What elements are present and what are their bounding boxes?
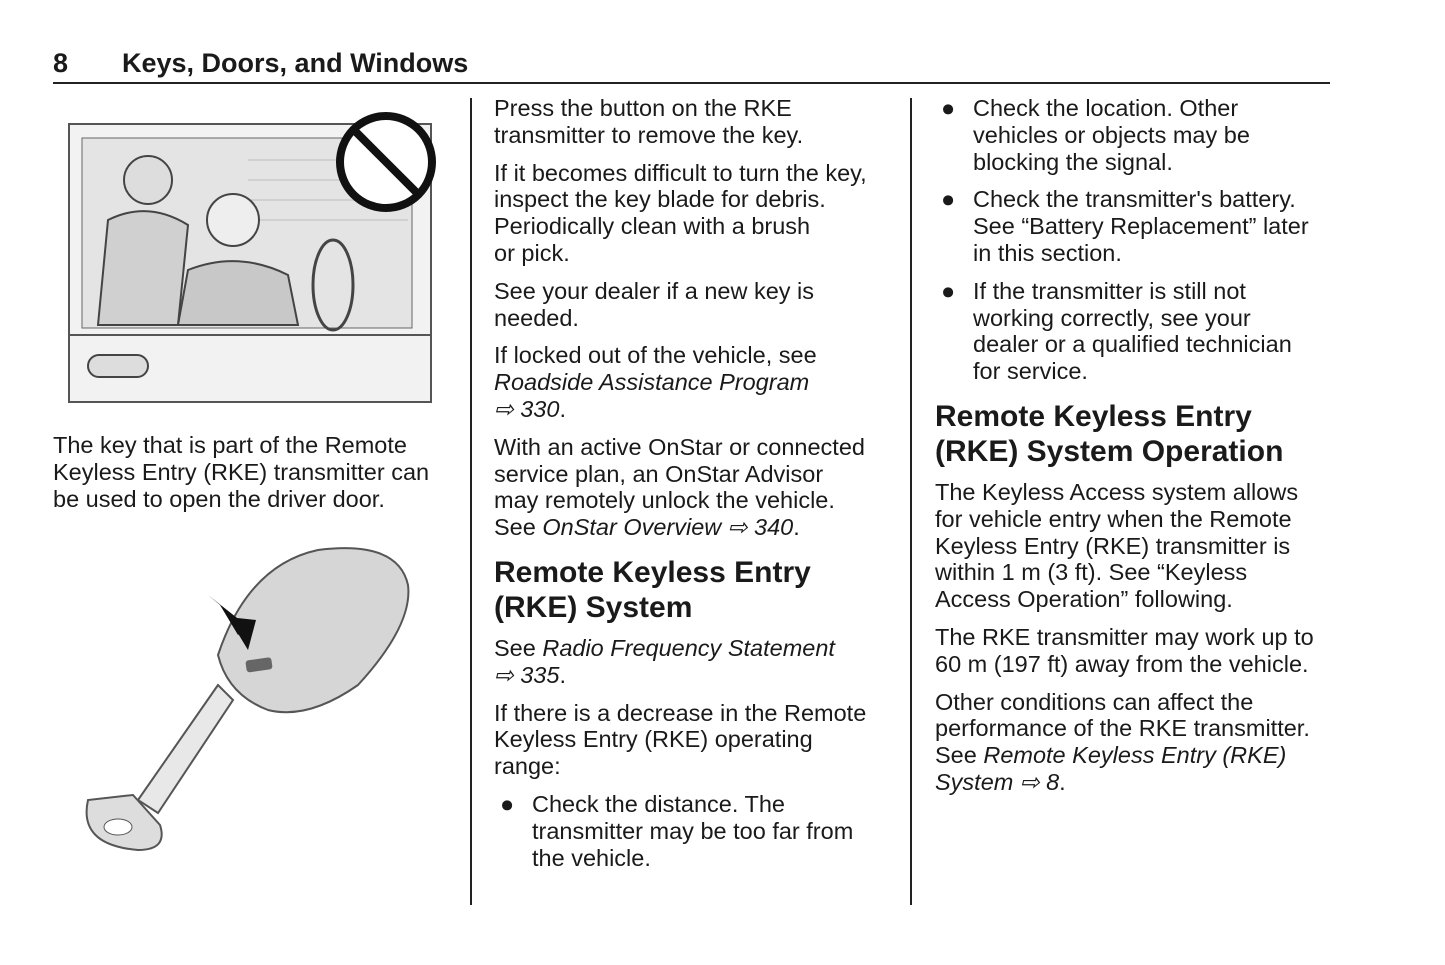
remove-key-text: Press the button on the RKE transmitter to remove the key.: [494, 95, 804, 148]
section-title: Keys, Doors, and Windows: [122, 48, 469, 78]
column-1: [53, 432, 453, 523]
column-2: [494, 95, 894, 882]
radio-frequency-ref: [494, 635, 894, 689]
bullet-item: [935, 278, 1335, 385]
header-rule: [53, 82, 1330, 84]
children-in-vehicle-illustration: [68, 110, 436, 405]
bullet-icon: ●: [941, 277, 956, 304]
key-debris-text: If it becomes difficult to turn the key, inspect the key blade for debris. Periodically clean with a brush or pick.: [494, 159, 867, 266]
column-divider: [470, 98, 472, 905]
text: .: [1059, 768, 1066, 795]
range-decrease-text: If there is a decrease in the Remote Keyless Entry (RKE) operating range:: [494, 699, 867, 780]
radio-frequency-link[interactable]: Radio Frequency Statement ⇨ 335: [494, 634, 835, 688]
onstar-overview-link[interactable]: OnStar Overview ⇨ 340: [542, 514, 794, 541]
text: .: [559, 395, 566, 422]
bullet-text: Check the distance. The transmitter may be too far from the vehicle.: [532, 790, 854, 871]
text: See: [494, 634, 543, 661]
rke-operation-heading: Remote Keyless Entry (RKE) System Operation: [935, 399, 1284, 468]
keyless-access-text: The Keyless Access system allows for vehicle entry when the Remote Keyless Entry (RKE) transmitter is within 1 m (3 ft). See “Keyless Access Operation” following.: [935, 478, 1299, 613]
new-key-text: See your dealer if a new key is needed.: [494, 277, 815, 331]
bullet-item: [494, 791, 894, 871]
locked-out-text: [494, 342, 894, 422]
conditions-text: [935, 689, 1335, 796]
bullet-text: Check the transmitter's battery. See “Battery Replacement” later in this section.: [973, 186, 1309, 266]
key-description: The key that is part of the Remote Keyless Entry (RKE) transmitter can be used to open the driver door.: [53, 432, 430, 512]
onstar-text: [494, 434, 894, 541]
page-number: 8: [53, 48, 69, 78]
bullet-item: [935, 186, 1335, 266]
column-divider: [910, 98, 912, 905]
column-3: [935, 95, 1335, 807]
rke-system-heading: Remote Keyless Entry (RKE) System: [494, 555, 811, 624]
roadside-assistance-link[interactable]: Roadside Assistance Program ⇨ 330: [494, 369, 810, 422]
rke-system-link[interactable]: Remote Keyless Entry (RKE) System ⇨ 8: [935, 742, 1287, 795]
bullet-icon: ●: [500, 790, 515, 817]
bullet-icon: ●: [941, 95, 956, 121]
range-text: The RKE transmitter may work up to 60 m (197 ft) away from the vehicle.: [935, 623, 1314, 677]
text: If locked out of the vehicle, see: [494, 342, 817, 369]
bullet-icon: ●: [941, 186, 956, 213]
text: .: [559, 661, 566, 688]
text: Other conditions can affect the performance of the RKE transmitter. See: [935, 688, 1310, 769]
text: .: [793, 514, 800, 541]
text: With an active OnStar or connected service plan, an OnStar Advisor may remotely unlock the vehicle. See: [494, 433, 865, 541]
bullet-text: If the transmitter is still not working correctly, see your dealer or a qualified technician for service.: [973, 277, 1292, 385]
bullet-text: Check the location. Other vehicles or objects may be blocking the signal.: [973, 95, 1250, 175]
bullet-item: [935, 95, 1335, 175]
key-fob-illustration: [78, 545, 418, 860]
